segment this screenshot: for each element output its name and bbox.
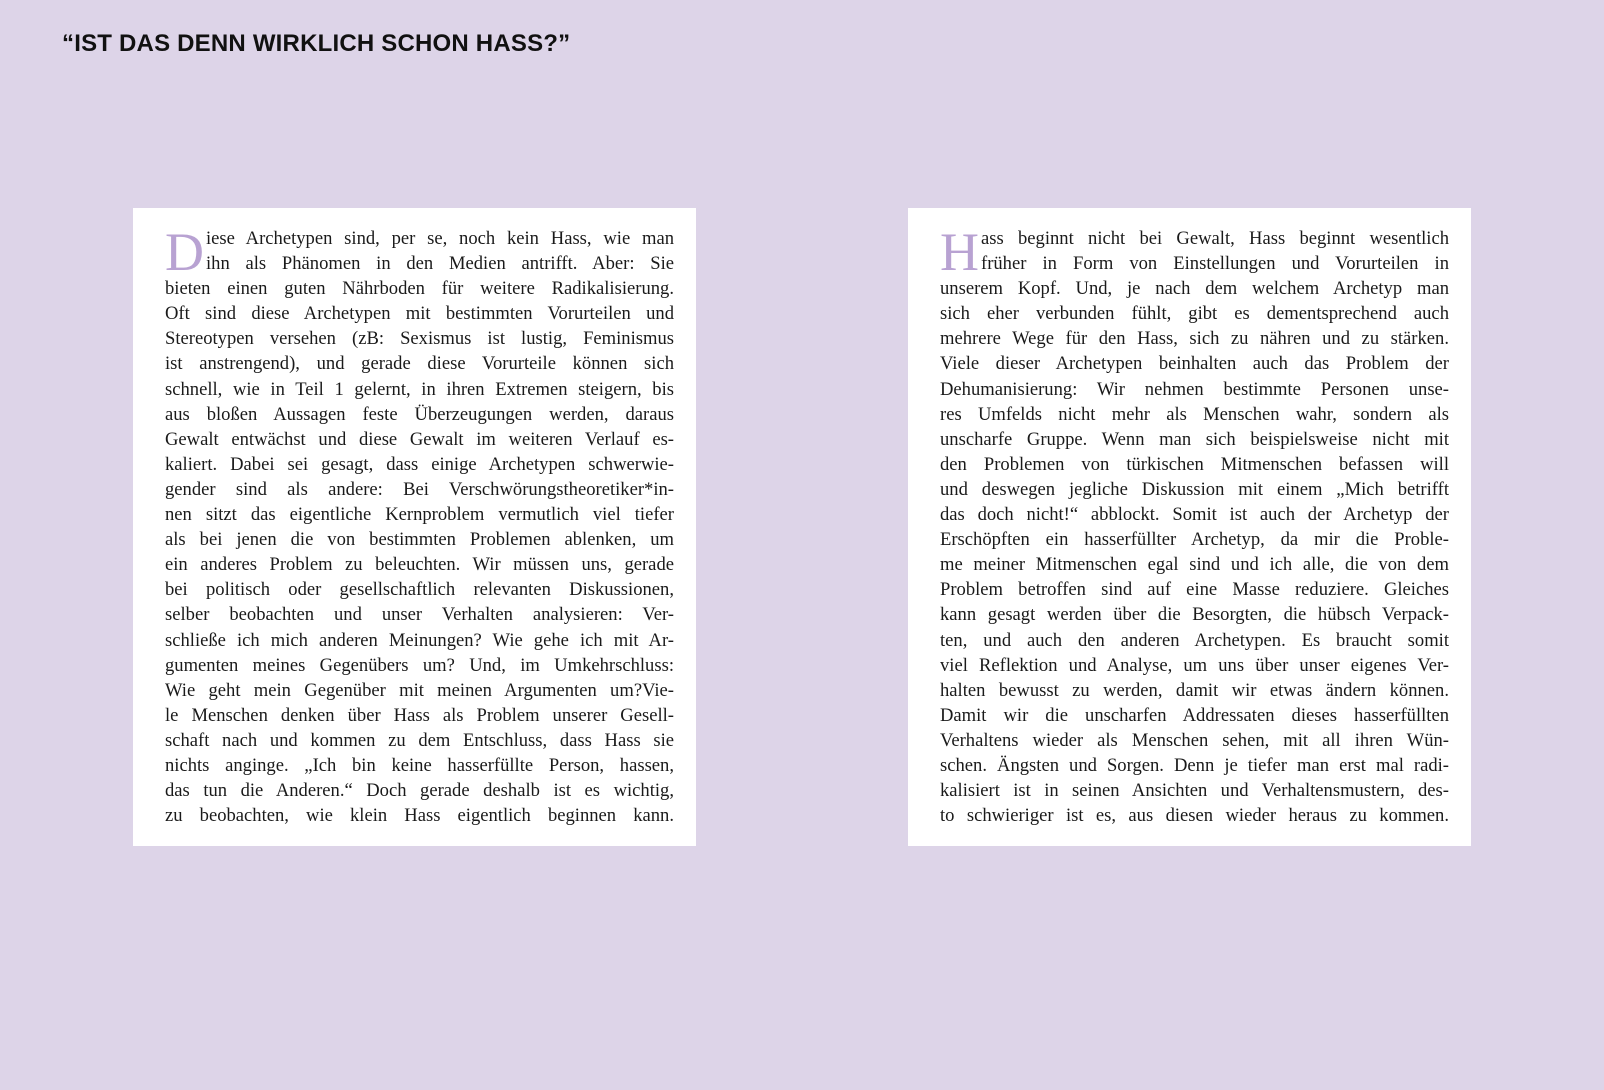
- right-line: früher in Form von Einstellungen und Vorurteilen in: [981, 253, 1449, 275]
- right-line: Erschöpften ein hasserfüllter Archetyp, da mir die Proble-: [940, 529, 1449, 551]
- right-line: viel Reflektion und Analyse, um uns über unser eigenes Ver-: [940, 654, 1449, 676]
- left-line: ist anstrengend), und gerade diese Vorurteile können sich: [165, 353, 674, 375]
- left-line: zu beobachten, wie klein Hass eigentlich beginnen kann.: [165, 805, 674, 827]
- left-line: Gewalt entwächst und diese Gewalt im weiteren Verlauf es-: [165, 428, 674, 450]
- left-line: Wie geht mein Gegenüber mit meinen Argumenten um?Vie-: [165, 679, 674, 701]
- left-dropcap: D: [165, 222, 204, 282]
- left-line: schnell, wie in Teil 1 gelernt, in ihren Extremen steigern, bis: [165, 378, 674, 400]
- right-line: das doch nicht!“ abblockt. Somit ist auch der Archetyp der: [940, 504, 1449, 526]
- right-line: halten bewusst zu werden, damit wir etwas ändern können.: [940, 679, 1449, 701]
- left-line: als bei jenen die von bestimmten Problemen ablenken, um: [165, 529, 674, 551]
- left-line: Stereotypen versehen (zB: Sexismus ist lustig, Feminismus: [165, 328, 674, 350]
- left-line: Oft sind diese Archetypen mit bestimmten Vorurteilen und: [165, 303, 674, 325]
- right-line: ass beginnt nicht bei Gewalt, Hass beginnt wesentlich: [981, 228, 1449, 249]
- right-line: me meiner Mitmenschen egal sind und ich alle, die von dem: [940, 554, 1449, 576]
- left-line: le Menschen denken über Hass als Problem unserer Gesell-: [165, 704, 674, 726]
- right-line: to schwieriger ist es, aus diesen wieder heraus zu kommen.: [940, 805, 1449, 827]
- left-line: nen sitzt das eigentliche Kernproblem vermutlich viel tiefer: [165, 504, 674, 526]
- right-text-box: [908, 208, 1471, 846]
- right-line: unscharfe Gruppe. Wenn man sich beispielsweise nicht mit: [940, 428, 1449, 450]
- right-line: ten, und auch den anderen Archetypen. Es braucht somit: [940, 629, 1449, 651]
- left-line: bei politisch oder gesellschaftlich relevanten Diskussionen,: [165, 579, 674, 601]
- right-line: den Problemen von türkischen Mitmenschen befassen will: [940, 453, 1449, 475]
- right-line: Problem betroffen sind auf eine Masse reduziere. Gleiches: [940, 579, 1449, 601]
- left-line: schaft nach und kommen zu dem Entschluss, dass Hass sie: [165, 729, 674, 751]
- right-line: Dehumanisierung: Wir nehmen bestimmte Personen unse-: [940, 378, 1449, 400]
- right-line: kalisiert ist in seinen Ansichten und Verhaltensmustern, des-: [940, 780, 1449, 802]
- right-line: Verhaltens wieder als Menschen sehen, mit all ihren Wün-: [940, 729, 1449, 751]
- right-line: res Umfelds nicht mehr als Menschen wahr, sondern als: [940, 403, 1449, 425]
- left-line: bieten einen guten Nährboden für weitere Radikalisierung.: [165, 278, 674, 300]
- right-text-block: [940, 222, 1449, 828]
- left-line: nichts anginge. „Ich bin keine hasserfüllte Person, hassen,: [165, 754, 674, 776]
- left-line: iese Archetypen sind, per se, noch kein Hass, wie man: [206, 228, 674, 249]
- right-line: Damit wir die unscharfen Addressaten dieses hasserfüllten: [940, 704, 1449, 726]
- right-line: Viele dieser Archetypen beinhalten auch das Problem der: [940, 353, 1449, 375]
- left-line: gumenten meines Gegenübers um? Und, im Umkehrschluss:: [165, 654, 674, 676]
- right-line: mehrere Wege für den Hass, sich zu nähren und zu stärken.: [940, 328, 1449, 350]
- right-line: sich eher verbunden fühlt, gibt es dementsprechend auch: [940, 303, 1449, 325]
- right-line: schen. Ängsten und Sorgen. Denn je tiefer man erst mal radi-: [940, 754, 1449, 776]
- right-dropcap: H: [940, 222, 979, 282]
- page-title: “IST DAS DENN WIRKLICH SCHON HASS?”: [62, 30, 571, 57]
- left-line: aus bloßen Aussagen feste Überzeugungen werden, daraus: [165, 403, 674, 425]
- right-line: unserem Kopf. Und, je nach dem welchem Archetyp man: [940, 278, 1449, 300]
- left-line: das tun die Anderen.“ Doch gerade deshalb ist es wichtig,: [165, 780, 674, 802]
- left-line: kaliert. Dabei sei gesagt, dass einige Archetypen schwerwie-: [165, 453, 674, 475]
- left-text-box: [133, 208, 696, 846]
- left-text-block: [165, 222, 674, 828]
- left-line: ein anderes Problem zu beleuchten. Wir müssen uns, gerade: [165, 554, 674, 576]
- right-line: und deswegen jegliche Diskussion mit einem „Mich betrifft: [940, 478, 1449, 500]
- left-line: selber beobachten und unser Verhalten analysieren: Ver-: [165, 604, 674, 626]
- right-line: kann gesagt werden über die Besorgten, die hübsch Verpack-: [940, 604, 1449, 626]
- left-line: ihn als Phänomen in den Medien antrifft. Aber: Sie: [206, 253, 674, 275]
- left-line: schließe ich mich anderen Meinungen? Wie gehe ich mit Ar-: [165, 629, 674, 651]
- left-line: gender sind als andere: Bei Verschwörungstheoretiker*in-: [165, 478, 674, 500]
